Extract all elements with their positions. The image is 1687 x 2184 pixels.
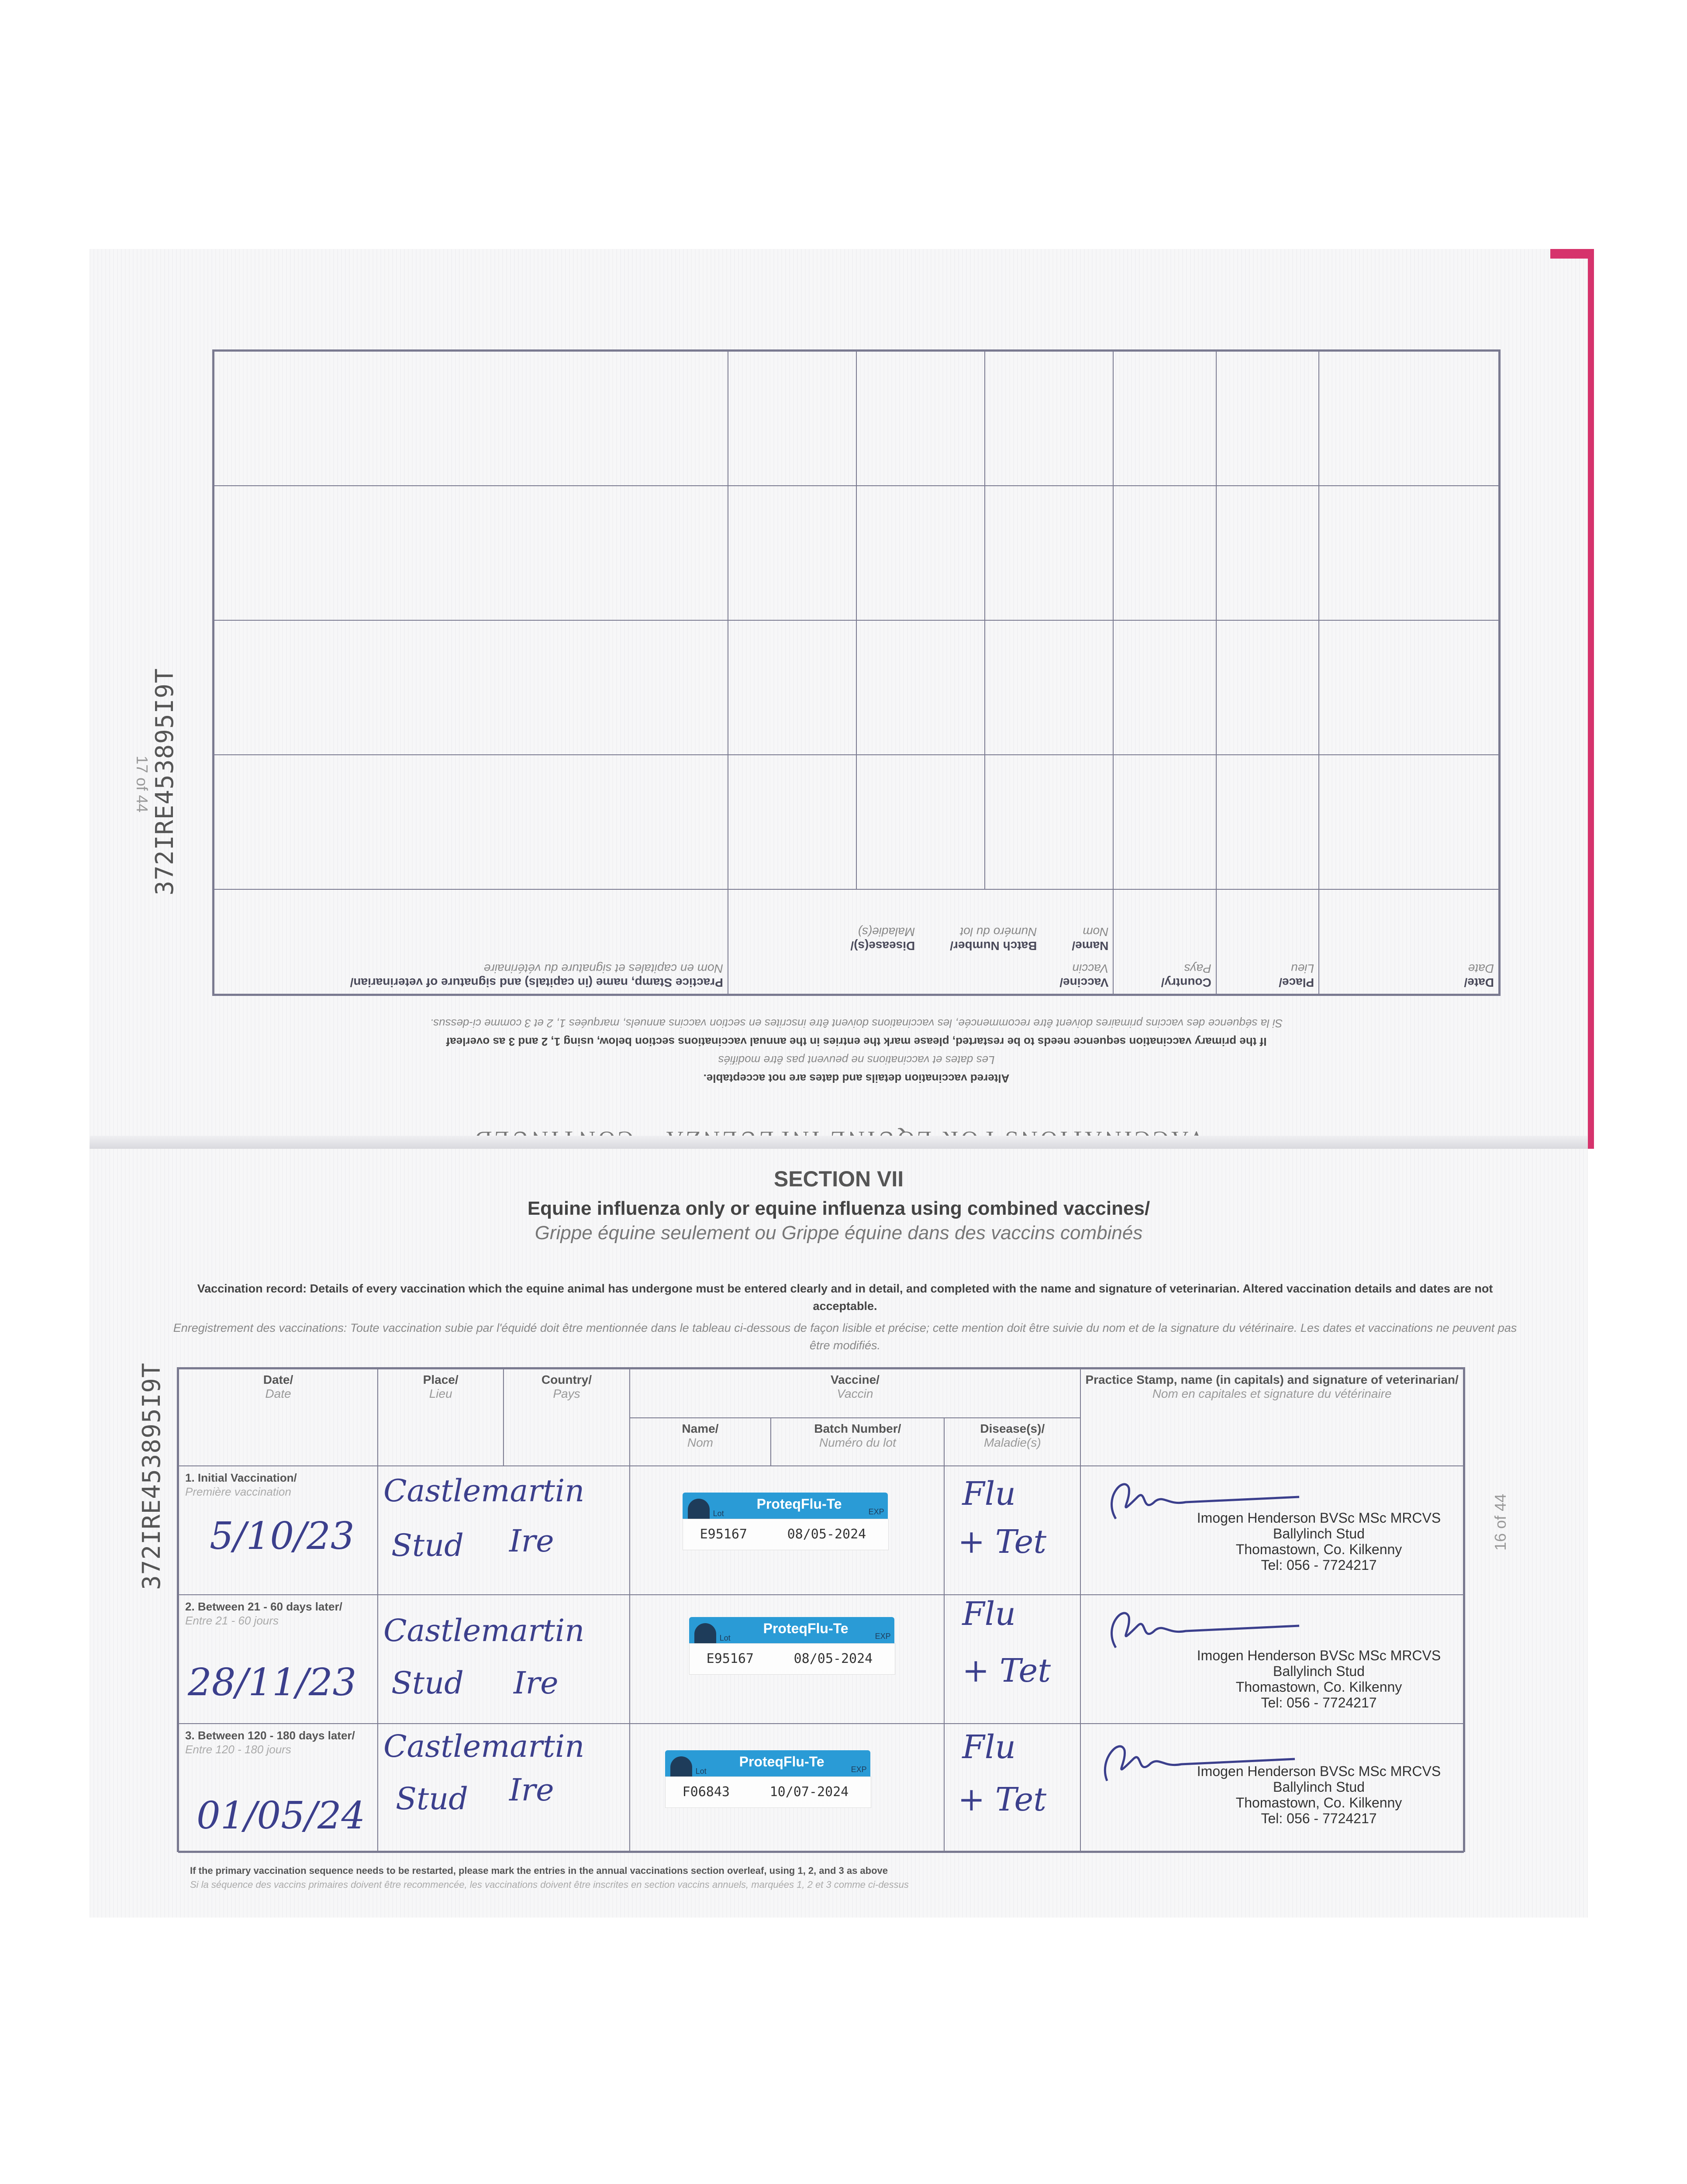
place-country-cell bbox=[378, 1724, 630, 1852]
vet-practice: Ballylinch Stud bbox=[1273, 1663, 1365, 1679]
header-date: Date/ Date bbox=[1319, 889, 1499, 994]
knight-logo-icon bbox=[670, 1756, 692, 1778]
handwritten-place: Castlemartin bbox=[383, 1728, 585, 1764]
handwritten-disease-line2: + Tet bbox=[962, 1652, 1051, 1690]
section-subtitle: Equine influenza only or equine influenza using combined vaccines/ bbox=[527, 1198, 1150, 1219]
passport-serial-bottom: 372IRE453895I9T bbox=[138, 1362, 166, 1590]
vet-phone: Tel: 056 - 7724217 bbox=[1261, 1695, 1377, 1711]
passport-page-17 bbox=[90, 249, 1594, 1149]
vaccine-sticker bbox=[689, 1617, 894, 1683]
empty-row bbox=[214, 620, 1499, 755]
handwritten-date: 28/11/23 bbox=[188, 1661, 357, 1704]
vaccine-sticker bbox=[683, 1493, 888, 1558]
batch-number: E95167 bbox=[700, 1527, 747, 1542]
disease-cell bbox=[944, 1466, 1080, 1595]
knight-logo-icon bbox=[694, 1623, 716, 1645]
vaccination-row-2 bbox=[179, 1595, 1463, 1724]
practice-stamp bbox=[1188, 1510, 1450, 1573]
vaccine-sticker bbox=[665, 1750, 870, 1816]
note-restart-fr: Si la séquence des vaccins primaires doivent être recommencée, les vaccinations doivent être inscrites en section vaccins annuels, marquées 1, 2 et 3 comme ci-dessus. bbox=[430, 1017, 1283, 1030]
header-batch: Batch Number/ Numéro du lot bbox=[950, 925, 1037, 953]
batch-number: F06843 bbox=[682, 1784, 730, 1800]
header-stamp: Practice Stamp, name (in capitals) and signature of veterinarian/ Nom en capitales et signature du vétérinaire bbox=[1080, 1369, 1463, 1466]
handwritten-disease-line2: + Tet bbox=[958, 1781, 1047, 1818]
passport-serial-top: 372IRE453895I9T bbox=[151, 668, 179, 895]
vet-phone: Tel: 056 - 7724217 bbox=[1261, 1557, 1377, 1573]
vaccine-sticker-cell bbox=[630, 1595, 945, 1724]
note-altered-fr: Les dates et vaccinations ne peuvent pas être modifiés bbox=[718, 1054, 995, 1067]
sticker-lot: Lot bbox=[695, 1767, 707, 1776]
passport-page-16 bbox=[90, 1149, 1588, 1918]
header-stamp: Practice Stamp, name (in capitals) and signature of veterinarian/ Nom en capitales et signature du vétérinaire bbox=[214, 889, 728, 994]
top-notes bbox=[212, 1014, 1501, 1088]
place-country-cell bbox=[378, 1466, 630, 1595]
vet-address: Thomastown, Co. Kilkenny bbox=[1235, 1795, 1402, 1811]
vet-address: Thomastown, Co. Kilkenny bbox=[1235, 1541, 1402, 1557]
section-title: SECTION VII bbox=[773, 1167, 904, 1191]
empty-row bbox=[214, 351, 1499, 486]
header-place: Place/ Lieu bbox=[1216, 889, 1319, 994]
header-country: Country/ Pays bbox=[504, 1369, 629, 1466]
header-date: Date/ Date bbox=[179, 1369, 378, 1466]
handwritten-country: Ire bbox=[509, 1772, 554, 1808]
stamp-cell bbox=[1080, 1724, 1463, 1852]
section-subtitle-fr: Grippe équine seulement ou Grippe équine dans des vaccins combinés bbox=[535, 1222, 1143, 1244]
sticker-lot: Lot bbox=[713, 1509, 724, 1518]
handwritten-disease: Flu bbox=[962, 1728, 1016, 1766]
date-cell bbox=[179, 1595, 378, 1724]
practice-stamp bbox=[1188, 1648, 1450, 1711]
header-place: Place/ Lieu bbox=[378, 1369, 504, 1466]
sticker-brand: ProteqFlu-Te bbox=[756, 1496, 842, 1512]
sticker-brand: ProteqFlu-Te bbox=[763, 1621, 849, 1636]
sticker-lot: Lot bbox=[719, 1634, 731, 1642]
handwritten-disease: Flu bbox=[962, 1475, 1016, 1513]
disease-cell bbox=[944, 1724, 1080, 1852]
handwritten-disease-line2: + Tet bbox=[958, 1523, 1047, 1561]
stamp-cell bbox=[1080, 1595, 1463, 1724]
handwritten-date: 5/10/23 bbox=[210, 1514, 355, 1558]
empty-vaccination-grid bbox=[212, 349, 1501, 996]
handwritten-date: 01/05/24 bbox=[197, 1794, 366, 1838]
expiry-date: 10/07-2024 bbox=[769, 1784, 849, 1800]
empty-row bbox=[214, 755, 1499, 889]
disease-cell bbox=[944, 1595, 1080, 1724]
record-instructions-fr: Enregistrement des vaccinations: Toute vaccination subie par l'équidé doit être mentionnée dans le tableau ci-dessous de façon lisible et précise; cette mention doit être suivie du nom et de la signature du vétérinaire. Les dates et vaccinations ne peuvent pas être modifiés. bbox=[173, 1321, 1517, 1352]
stamp-cell bbox=[1080, 1466, 1463, 1595]
handwritten-country: Ire bbox=[509, 1523, 554, 1559]
header-name: Name/ Nom bbox=[630, 1418, 771, 1466]
vet-phone: Tel: 056 - 7724217 bbox=[1261, 1811, 1377, 1826]
header-name: Name/ Nom bbox=[1072, 925, 1109, 953]
expiry-date: 08/05-2024 bbox=[787, 1527, 866, 1542]
handwritten-place: Castlemartin bbox=[383, 1473, 585, 1509]
note-altered: Altered vaccination details and dates are not acceptable. bbox=[703, 1072, 1010, 1085]
date-cell bbox=[179, 1724, 378, 1852]
header-vaccine: Vaccine/ Vaccin bbox=[630, 1369, 1081, 1418]
vaccination-row-3 bbox=[179, 1724, 1463, 1852]
vet-name: Imogen Henderson BVSc MSc MRCVS bbox=[1197, 1648, 1441, 1663]
record-instructions: Vaccination record: Details of every vaccination which the equine animal has undergone must be entered clearly and in detail, and completed with the name and signature of veterinarian. Altered vaccination details and dates are not acceptable. bbox=[197, 1282, 1493, 1313]
row-label: 1. Initial Vaccination/ Première vaccination bbox=[185, 1471, 297, 1498]
handwritten-place: Castlemartin bbox=[383, 1613, 585, 1648]
row-label: 2. Between 21 - 60 days later/ Entre 21 - 60 jours bbox=[185, 1600, 342, 1627]
header-vaccine: Vaccine/ Vaccin Name/ Nom Batch Number/ Numéro du lot Disease(s)/ Maladie(s) bbox=[728, 889, 1114, 994]
handwritten-country: Ire bbox=[514, 1665, 559, 1701]
sticker-exp: EXP bbox=[875, 1632, 891, 1641]
header-disease: Disease(s)/ Maladie(s) bbox=[850, 925, 915, 953]
handwritten-disease: Flu bbox=[962, 1595, 1016, 1633]
vet-address: Thomastown, Co. Kilkenny bbox=[1235, 1679, 1402, 1695]
header-country: Country/ Pays bbox=[1113, 889, 1216, 994]
footnote: If the primary vaccination sequence needs to be restarted, please mark the entries in the annual vaccinations section overleaf, using 1, 2, and 3 as above bbox=[190, 1865, 888, 1876]
page-number-top: 17 of 44 bbox=[133, 756, 151, 813]
page-number-bottom: 16 of 44 bbox=[1491, 1493, 1509, 1551]
handwritten-place-line2: Stud bbox=[391, 1527, 464, 1563]
note-restart: If the primary vaccination sequence needs to be restarted, please mark the entries in the annual vaccinations section below, using 1, 2 and 3 as overleaf bbox=[446, 1035, 1267, 1048]
vet-name: Imogen Henderson BVSc MSc MRCVS bbox=[1197, 1763, 1441, 1779]
vet-practice: Ballylinch Stud bbox=[1273, 1526, 1365, 1541]
vet-practice: Ballylinch Stud bbox=[1273, 1779, 1365, 1795]
sticker-brand: ProteqFlu-Te bbox=[739, 1754, 825, 1769]
sticker-exp: EXP bbox=[851, 1765, 867, 1774]
vaccination-row-1 bbox=[179, 1466, 1463, 1595]
expiry-date: 08/05-2024 bbox=[793, 1651, 873, 1666]
vaccination-table bbox=[177, 1367, 1465, 1852]
vaccine-sticker-cell bbox=[630, 1724, 945, 1852]
handwritten-place-line2: Stud bbox=[391, 1665, 464, 1701]
handwritten-place-line2: Stud bbox=[396, 1781, 468, 1817]
header-disease: Disease(s)/ Maladie(s) bbox=[944, 1418, 1080, 1466]
empty-row bbox=[214, 486, 1499, 620]
header-batch: Batch Number/ Numéro du lot bbox=[771, 1418, 944, 1466]
batch-number: E95167 bbox=[706, 1651, 754, 1666]
date-cell bbox=[179, 1466, 378, 1595]
practice-stamp bbox=[1188, 1763, 1450, 1826]
vaccine-sticker-cell bbox=[630, 1466, 945, 1595]
upside-down-page-content bbox=[90, 249, 1588, 1149]
footnote-fr: Si la séquence des vaccins primaires doivent être recommencée, les vaccinations doivent être inscrites en section vaccins annuels, marquées 1, 2 et 3 comme ci-dessus bbox=[190, 1879, 909, 1890]
place-country-cell bbox=[378, 1595, 630, 1724]
knight-logo-icon bbox=[688, 1499, 710, 1521]
vet-name: Imogen Henderson BVSc MSc MRCVS bbox=[1197, 1510, 1441, 1526]
sticker-exp: EXP bbox=[868, 1507, 884, 1516]
row-label: 3. Between 120 - 180 days later/ Entre 120 - 180 jours bbox=[185, 1729, 355, 1756]
